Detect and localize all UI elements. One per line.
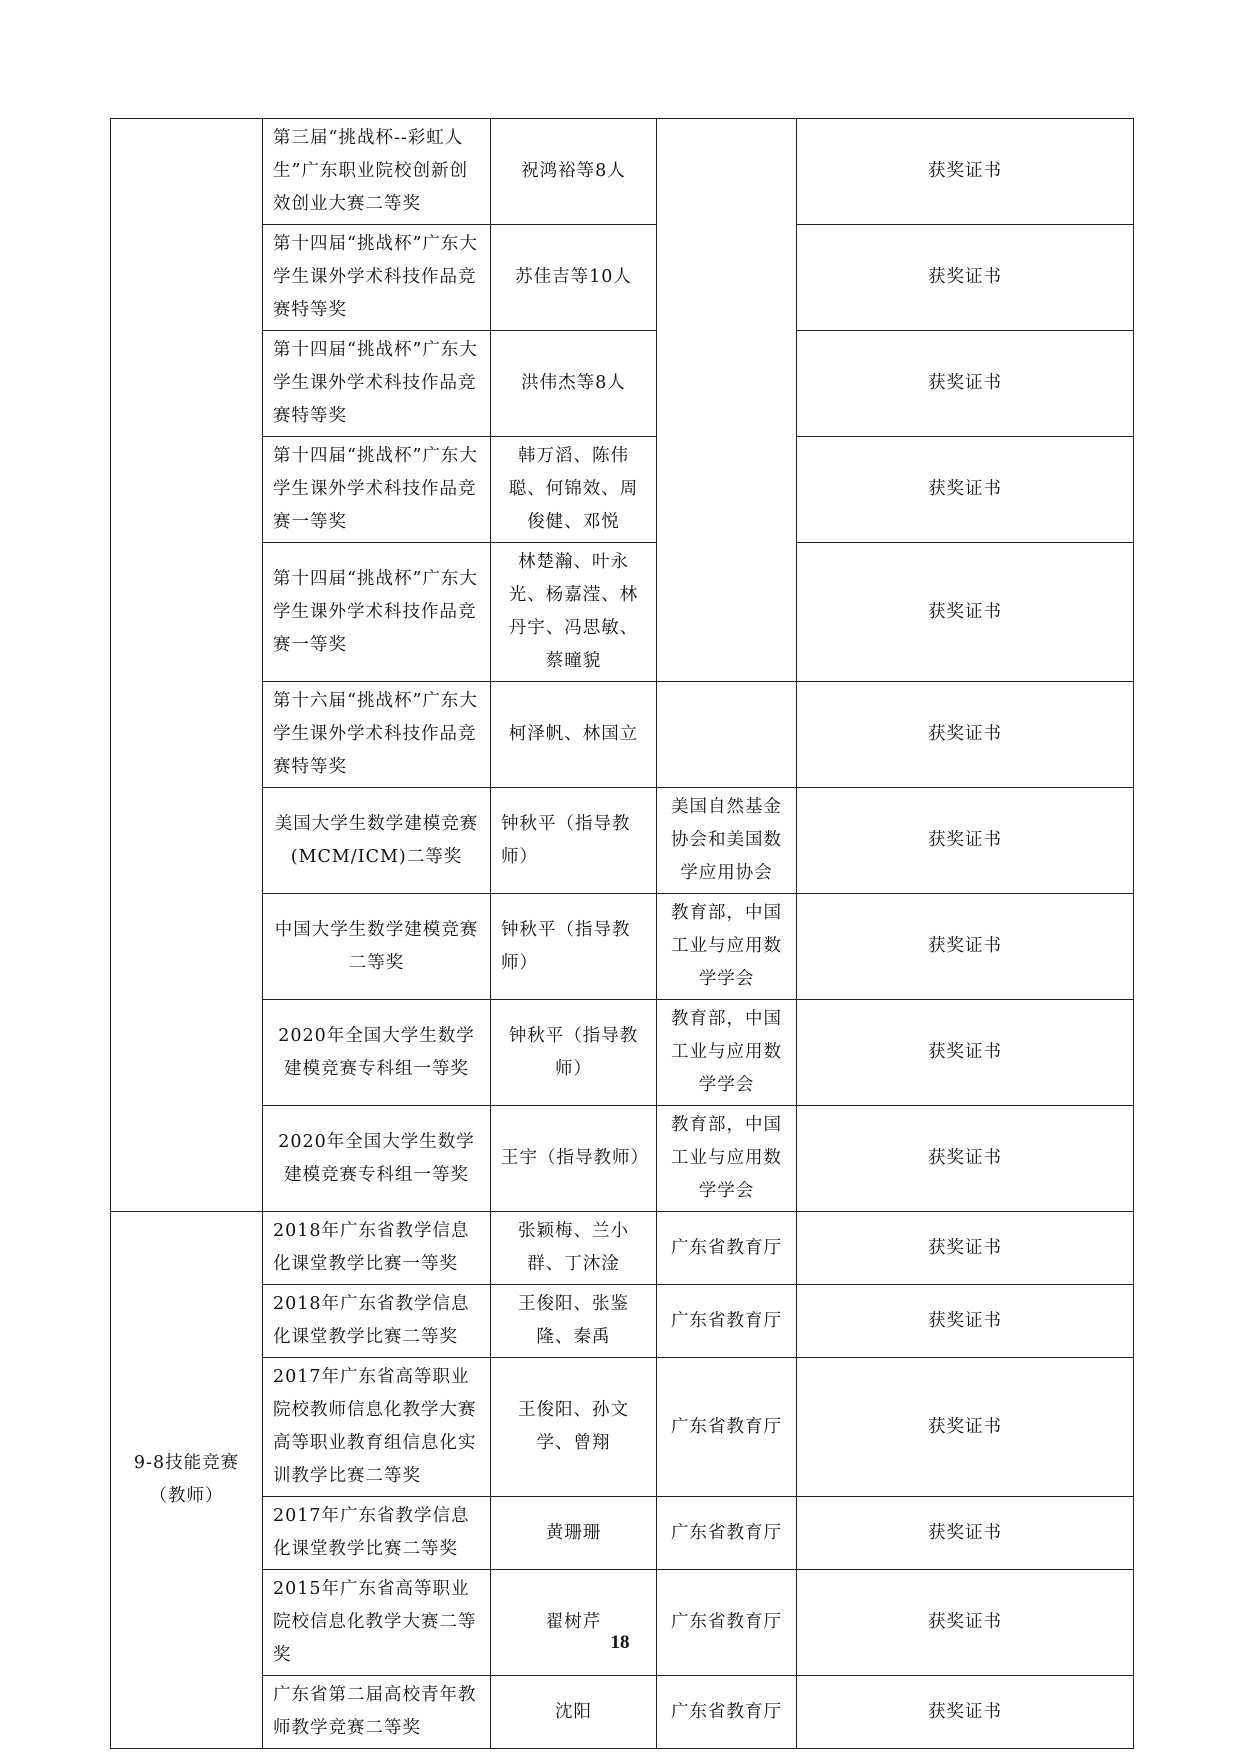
- award-name: 第十六届“挑战杯”广东大学生课外学术科技作品竞赛特等奖: [263, 682, 491, 788]
- proof: 获奖证书: [797, 119, 1134, 225]
- table-row: [111, 682, 1134, 788]
- awardee: 沈阳: [491, 1676, 657, 1749]
- awardee: 张颖梅、兰小群、丁沐淦: [491, 1212, 657, 1285]
- proof: 获奖证书: [797, 1000, 1134, 1106]
- table-row: [111, 1000, 1134, 1106]
- award-name: 2017年广东省高等职业院校教师信息化教学大赛高等职业教育组信息化实训教学比赛二等奖: [263, 1358, 491, 1497]
- awardee: 钟秋平（指导教师）: [491, 894, 657, 1000]
- awardee: 翟树芹: [491, 1570, 657, 1676]
- awardee: 王俊阳、孙文学、曾翔: [491, 1358, 657, 1497]
- proof: 获奖证书: [797, 225, 1134, 331]
- award-name: 2020年全国大学生数学建模竞赛专科组一等奖: [263, 1000, 491, 1106]
- category-cell-empty: [111, 119, 263, 1212]
- organizer: 教育部，中国工业与应用数学学会: [657, 1000, 797, 1106]
- organizer-cell-empty: [657, 682, 797, 788]
- proof: 获奖证书: [797, 1358, 1134, 1497]
- category-label: 9-8技能竞赛（教师）: [111, 1212, 263, 1749]
- proof: 获奖证书: [797, 894, 1134, 1000]
- award-name: 2017年广东省教学信息化课堂教学比赛二等奖: [263, 1497, 491, 1570]
- awardee: 黄珊珊: [491, 1497, 657, 1570]
- proof: 获奖证书: [797, 1212, 1134, 1285]
- award-name: 第十四届“挑战杯”广东大学生课外学术科技作品竞赛一等奖: [263, 437, 491, 543]
- table-row: [111, 225, 1134, 331]
- organizer: 广东省教育厅: [657, 1285, 797, 1358]
- proof: 获奖证书: [797, 1570, 1134, 1676]
- award-name: 2018年广东省教学信息化课堂教学比赛一等奖: [263, 1212, 491, 1285]
- table-row: [111, 1106, 1134, 1212]
- proof: 获奖证书: [797, 1497, 1134, 1570]
- awardee: 王宇（指导教师）: [491, 1106, 657, 1212]
- table-row: [111, 331, 1134, 437]
- award-name: 美国大学生数学建模竞赛(MCM/ICM)二等奖: [263, 788, 491, 894]
- table-row: [111, 1285, 1134, 1358]
- proof: 获奖证书: [797, 1676, 1134, 1749]
- organizer: 广东省教育厅: [657, 1212, 797, 1285]
- award-name: 2015年广东省高等职业院校信息化教学大赛二等奖: [263, 1570, 491, 1676]
- award-name: 中国大学生数学建模竞赛二等奖: [263, 894, 491, 1000]
- table-row: [111, 543, 1134, 682]
- table-row: [111, 1497, 1134, 1570]
- table-row: [111, 788, 1134, 894]
- awardee: 钟秋平（指导教师）: [491, 788, 657, 894]
- award-name: 第十四届“挑战杯”广东大学生课外学术科技作品竞赛一等奖: [263, 543, 491, 682]
- awardee: 韩万滔、陈伟聪、何锦效、周俊健、邓悦: [491, 437, 657, 543]
- organizer: 教育部，中国工业与应用数学学会: [657, 894, 797, 1000]
- table-row: [111, 1358, 1134, 1497]
- awardee: 洪伟杰等8人: [491, 331, 657, 437]
- awardee: 钟秋平（指导教师）: [491, 1000, 657, 1106]
- organizer: 广东省教育厅: [657, 1676, 797, 1749]
- table-row: [111, 119, 1134, 225]
- proof: 获奖证书: [797, 682, 1134, 788]
- organizer: 广东省教育厅: [657, 1358, 797, 1497]
- organizer: 教育部，中国工业与应用数学学会: [657, 1106, 797, 1212]
- proof: 获奖证书: [797, 331, 1134, 437]
- table-row: [111, 437, 1134, 543]
- proof: 获奖证书: [797, 1285, 1134, 1358]
- awardee: 王俊阳、张鉴隆、秦禹: [491, 1285, 657, 1358]
- proof: 获奖证书: [797, 437, 1134, 543]
- awardee: 祝鸿裕等8人: [491, 119, 657, 225]
- organizer: 广东省教育厅: [657, 1570, 797, 1676]
- organizer: 广东省教育厅: [657, 1497, 797, 1570]
- table-row: [111, 1212, 1134, 1285]
- table-row: [111, 1676, 1134, 1749]
- awardee: 林楚瀚、叶永光、杨嘉滢、林丹宇、冯思敏、蔡曈貌: [491, 543, 657, 682]
- award-name: 第三届“挑战杯--彩虹人生”广东职业院校创新创效创业大赛二等奖: [263, 119, 491, 225]
- awards-table: [110, 118, 1134, 1749]
- table-row: [111, 1570, 1134, 1676]
- proof: 获奖证书: [797, 788, 1134, 894]
- table-row: [111, 894, 1134, 1000]
- page-number: 18: [610, 1632, 630, 1653]
- award-name: 广东省第二届高校青年教师教学竞赛二等奖: [263, 1676, 491, 1749]
- organizer-cell-empty: [657, 119, 797, 682]
- organizer: 美国自然基金协会和美国数学应用协会: [657, 788, 797, 894]
- award-name: 2018年广东省教学信息化课堂教学比赛二等奖: [263, 1285, 491, 1358]
- awardee: 苏佳吉等10人: [491, 225, 657, 331]
- proof: 获奖证书: [797, 1106, 1134, 1212]
- award-name: 第十四届“挑战杯”广东大学生课外学术科技作品竞赛特等奖: [263, 331, 491, 437]
- award-name: 2020年全国大学生数学建模竞赛专科组一等奖: [263, 1106, 491, 1212]
- awardee: 柯泽帆、林国立: [491, 682, 657, 788]
- award-name: 第十四届“挑战杯”广东大学生课外学术科技作品竞赛特等奖: [263, 225, 491, 331]
- proof: 获奖证书: [797, 543, 1134, 682]
